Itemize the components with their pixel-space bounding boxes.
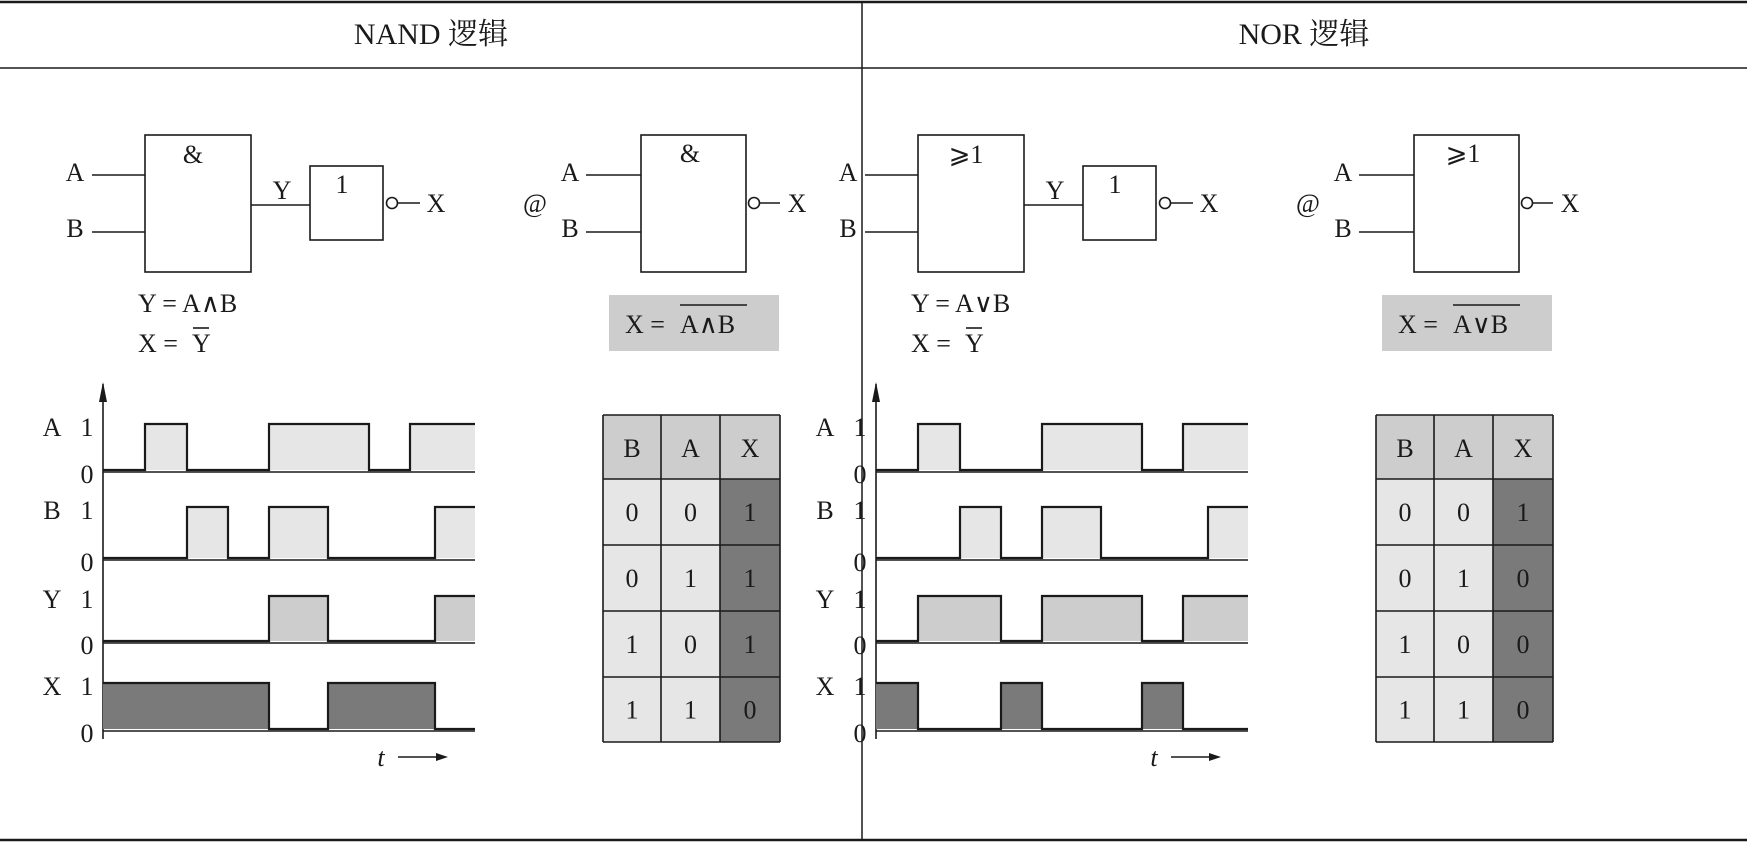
signal-low-label: 0 <box>80 548 94 577</box>
time-axis-arrowhead <box>872 382 880 402</box>
truth-table-header-a: A <box>681 434 700 463</box>
time-label: t <box>1150 743 1158 772</box>
input-b-label: B <box>839 214 857 243</box>
truth-table-cell: 0 <box>1516 564 1530 593</box>
signal-high-segment <box>1208 596 1248 641</box>
boxed-equation-prefix: X = <box>625 310 665 339</box>
truth-table-cell: 0 <box>1457 630 1470 659</box>
combined-input-a-label: A <box>1333 158 1353 187</box>
inverter-symbol: 1 <box>335 170 349 199</box>
combined-input-b-label: B <box>561 214 579 243</box>
equation-x-over: Y <box>192 329 211 358</box>
truth-table-cell: 0 <box>1398 564 1412 593</box>
signal-high-segment <box>435 507 475 558</box>
signal-high-segment <box>269 424 328 470</box>
signal-high-segment <box>435 596 475 641</box>
signal-high-segment <box>918 424 960 470</box>
nor-panel <box>816 135 1580 772</box>
equation-x-prefix: X = <box>138 329 178 358</box>
truth-table-header-a: A <box>1454 434 1473 463</box>
truth-table-cell: 0 <box>625 564 639 593</box>
combined-gate-symbol: ⩾1 <box>1445 139 1481 168</box>
truth-table-cell: 1 <box>1457 564 1470 593</box>
truth-table-header-b: B <box>623 434 641 463</box>
gate-symbol: ⩾1 <box>948 140 984 169</box>
signal-name-a: A <box>815 413 835 442</box>
nand-panel <box>43 135 807 772</box>
truth-table-cell: 1 <box>1457 695 1470 725</box>
combined-gate-symbol: & <box>679 139 701 168</box>
signal-high-segment <box>960 507 1001 558</box>
boxed-equation-over: A∨B <box>1453 310 1509 339</box>
signal-high-label: 1 <box>80 496 94 525</box>
signal-high-segment <box>1001 683 1042 729</box>
signal-high-segment <box>269 596 328 641</box>
time-label: t <box>377 743 385 772</box>
truth-table-cell: 1 <box>743 564 757 593</box>
signal-high-segment <box>1142 683 1183 729</box>
truth-table-cell: 0 <box>1516 630 1530 659</box>
truth-table-header-x: X <box>1513 434 1533 463</box>
inverter-bubble <box>1160 198 1171 209</box>
signal-high-segment <box>960 596 1001 641</box>
signal-low-label: 0 <box>853 460 867 489</box>
time-arrow-head <box>436 753 448 761</box>
signal-high-segment <box>1208 424 1248 470</box>
signal-high-segment <box>145 424 187 470</box>
signal-high-segment <box>328 683 369 729</box>
combined-output-label: X <box>787 189 807 218</box>
signal-high-segment <box>187 683 228 729</box>
truth-table-cell: 0 <box>1457 498 1470 527</box>
combined-output-label: X <box>1560 189 1580 218</box>
boxed-equation-over: A∧B <box>680 310 736 339</box>
signal-high-segment <box>1208 507 1248 558</box>
truth-table-cell: 0 <box>1516 695 1530 725</box>
header-nand-title: NAND 逻辑 <box>353 18 509 51</box>
signal-low-label: 0 <box>80 460 94 489</box>
truth-table-cell: 0 <box>625 498 639 527</box>
signal-high-segment <box>1042 424 1101 470</box>
truth-table-cell: 0 <box>684 630 697 659</box>
truth-table-cell: 1 <box>684 695 697 725</box>
signal-name-x: X <box>815 672 835 701</box>
intermediate-label: Y <box>272 176 292 205</box>
signal-high-segment <box>1042 507 1101 558</box>
truth-table-header-b: B <box>1396 434 1414 463</box>
signal-high-segment <box>435 424 475 470</box>
signal-high-segment <box>369 683 410 729</box>
header-nor-title: NOR 逻辑 <box>1238 18 1370 51</box>
signal-name-b: B <box>43 496 61 525</box>
truth-table-cell: 0 <box>743 695 757 725</box>
signal-high-segment <box>918 596 960 641</box>
truth-table-header-x: X <box>740 434 760 463</box>
equation-y: Y = A∧B <box>138 289 238 318</box>
input-a-label: A <box>65 158 85 187</box>
truth-table-cell: 1 <box>625 630 639 659</box>
signal-high-segment <box>1101 424 1142 470</box>
signal-high-label: 1 <box>853 585 867 614</box>
signal-high-segment <box>1183 424 1208 470</box>
input-a-label: A <box>838 158 858 187</box>
signal-high-label: 1 <box>853 413 867 442</box>
signal-name-a: A <box>42 413 62 442</box>
truth-table-cell: 1 <box>743 498 757 527</box>
signal-x-waveform <box>876 683 1248 729</box>
alias-symbol: @ <box>1296 189 1320 218</box>
combined-input-a-label: A <box>560 158 580 187</box>
truth-table-cell: 0 <box>1398 498 1412 527</box>
signal-high-segment <box>145 683 187 729</box>
truth-table-cell: 1 <box>684 564 697 593</box>
signal-low-label: 0 <box>80 719 94 748</box>
truth-table-cell: 1 <box>1516 498 1530 527</box>
signal-low-label: 0 <box>853 548 867 577</box>
equation-x-over: Y <box>965 329 984 358</box>
output-label: X <box>426 189 446 218</box>
truth-table-cell: 0 <box>684 498 697 527</box>
signal-low-label: 0 <box>853 631 867 660</box>
equation-x-prefix: X = <box>911 329 951 358</box>
equation-y: Y = A∨B <box>911 289 1011 318</box>
signal-high-segment <box>269 507 328 558</box>
time-arrow-head <box>1209 753 1221 761</box>
time-axis-arrowhead <box>99 382 107 402</box>
truth-table-cell: 1 <box>625 695 639 725</box>
inverter-symbol: 1 <box>1108 170 1122 199</box>
signal-high-segment <box>103 683 145 729</box>
truth-table-cell: 1 <box>1398 630 1412 659</box>
signal-high-label: 1 <box>853 672 867 701</box>
combined-input-b-label: B <box>1334 214 1352 243</box>
signal-high-segment <box>1042 596 1101 641</box>
signal-high-label: 1 <box>853 496 867 525</box>
signal-high-label: 1 <box>80 413 94 442</box>
boxed-equation-prefix: X = <box>1398 310 1438 339</box>
signal-high-label: 1 <box>80 672 94 701</box>
signal-low-label: 0 <box>80 631 94 660</box>
signal-high-segment <box>228 683 269 729</box>
signal-high-segment <box>328 424 369 470</box>
signal-name-y: Y <box>815 585 835 614</box>
signal-name-b: B <box>816 496 834 525</box>
signal-high-segment <box>187 507 228 558</box>
signal-high-segment <box>876 683 918 729</box>
signal-high-segment <box>410 683 435 729</box>
combined-bubble <box>749 198 760 209</box>
truth-table-cell: 1 <box>743 630 757 659</box>
gate-symbol: & <box>182 140 204 169</box>
signal-high-segment <box>410 424 435 470</box>
output-label: X <box>1199 189 1219 218</box>
alias-symbol: @ <box>523 189 547 218</box>
combined-bubble <box>1522 198 1533 209</box>
signal-high-segment <box>1101 596 1142 641</box>
inverter-bubble <box>387 198 398 209</box>
truth-table-cell: 1 <box>1398 695 1412 725</box>
signal-name-x: X <box>42 672 62 701</box>
signal-high-label: 1 <box>80 585 94 614</box>
signal-low-label: 0 <box>853 719 867 748</box>
signal-name-y: Y <box>42 585 62 614</box>
signal-high-segment <box>1183 596 1208 641</box>
input-b-label: B <box>66 214 84 243</box>
intermediate-label: Y <box>1045 176 1065 205</box>
